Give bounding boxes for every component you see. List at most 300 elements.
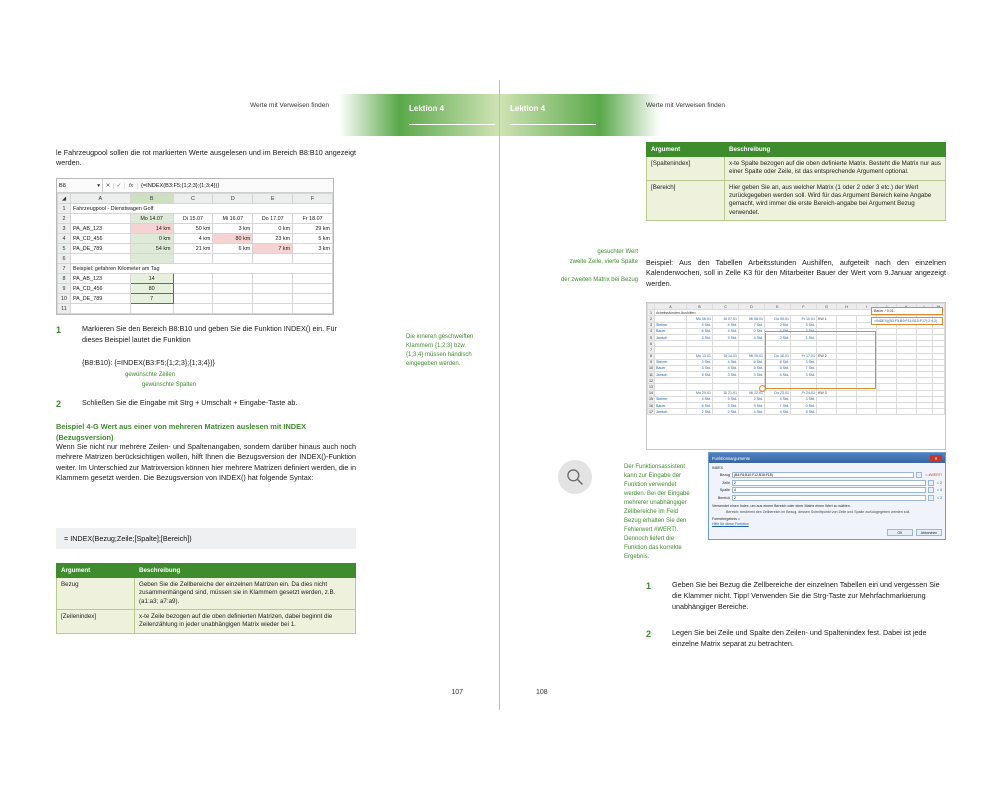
table-row xyxy=(58,234,333,244)
cell[interactable]: Di 21.01 xyxy=(713,390,739,396)
cell[interactable]: 4 Std. xyxy=(713,322,739,328)
cell[interactable] xyxy=(933,409,945,415)
cell[interactable]: 0 km xyxy=(130,234,173,244)
cell[interactable]: Fr 17.01 xyxy=(791,353,817,359)
range-picker-icon[interactable] xyxy=(928,480,934,486)
cell[interactable]: 23 km xyxy=(253,234,293,244)
left-step-1-formula: {B8:B10}: {=INDEX(B3:F5;{1;2;3};{1;3;4})} xyxy=(82,358,215,367)
cell[interactable]: 80 xyxy=(130,284,173,294)
cell[interactable]: 5 Std. xyxy=(687,372,713,378)
cell[interactable]: 4 Std. xyxy=(713,328,739,334)
cell[interactable] xyxy=(130,304,173,314)
table-row xyxy=(57,578,356,610)
cell[interactable]: 4 Std. xyxy=(765,409,791,415)
cell[interactable]: Jansch xyxy=(655,409,687,415)
cell[interactable] xyxy=(897,409,917,415)
cell[interactable]: 5 Std. xyxy=(791,409,817,415)
field-result: = 4 xyxy=(936,488,942,492)
field-result: = 2 xyxy=(936,480,942,485)
cell[interactable] xyxy=(173,284,213,294)
argument-table-left xyxy=(56,563,356,634)
syntax-box: = INDEX(Bezug;Zeile;[Spalte];[Bereich]) xyxy=(56,528,356,549)
cell[interactable] xyxy=(213,284,253,294)
cell[interactable]: 21 km xyxy=(173,244,213,254)
cell[interactable]: 50 km xyxy=(173,224,213,234)
example-body: Wenn Sie nicht nur mehrere Zeilen- und Spaltenangaben, sondern darüber hinaus auch noch mehrere Matrizen berücksichtigen wollen, hilft Ihnen die Bezugsversion der INDEX()-Funktion weiter. Im Unterschied zur Matrixversion können hier mehrere Matrizen definiert werden, die in Klammern gesetzt werden. Die Bezugsversion von INDEX() hat folgende Syntax: xyxy=(56,442,357,483)
cell[interactable]: PA_AB_123 xyxy=(70,274,130,284)
col-header-f[interactable]: F xyxy=(791,304,817,310)
row-header[interactable]: 15 xyxy=(649,397,653,402)
row-header[interactable]: 5 xyxy=(58,244,71,254)
cell[interactable]: 9 Std. xyxy=(739,403,765,409)
page-right xyxy=(500,80,980,710)
cell[interactable] xyxy=(917,409,933,415)
cell[interactable]: 80 km xyxy=(213,234,253,244)
argument-name: [Zeilenindex] xyxy=(57,610,135,634)
excel-grid xyxy=(57,193,333,314)
row-header[interactable]: 11 xyxy=(58,304,71,314)
table-row xyxy=(648,409,945,415)
margin-note-3: der zweiten Matrix bei Bezug xyxy=(560,277,638,283)
row-header[interactable]: 9 xyxy=(648,359,655,365)
row-header[interactable]: 8 xyxy=(648,353,655,359)
annotation-marker xyxy=(759,385,766,392)
margin-note-left: Die inneren geschweiften Klammern {1;2;3} bzw. {1;3;4} müssen händisch eingegeben werden. xyxy=(406,334,474,367)
dialog-field-bereich xyxy=(712,495,942,501)
dialog-description: Verwendet einen Index, um aus einem Bereich oder einer Matrix einen Wert zu wählen. xyxy=(712,503,851,508)
cell[interactable]: Mo 20.01 xyxy=(687,390,713,396)
table-row xyxy=(57,610,356,634)
row-header[interactable]: 13 xyxy=(649,385,653,390)
cell[interactable]: 2 Std. xyxy=(765,322,791,328)
row-header[interactable]: 4 xyxy=(648,328,655,334)
cell[interactable] xyxy=(213,254,253,264)
cell[interactable]: Jansch xyxy=(655,372,687,378)
step-text: Schließen Sie die Eingabe mit Strg + Umschalt + Eingabe-Taste ab. xyxy=(82,398,298,407)
cell[interactable]: 3 Std. xyxy=(739,372,765,378)
col-description: Beschreibung xyxy=(725,143,946,157)
cell[interactable]: 0 km xyxy=(253,224,293,234)
page-number-right: 108 xyxy=(536,689,548,696)
row-header[interactable]: 3 xyxy=(58,224,71,234)
cell[interactable]: Mo 13.01 xyxy=(687,353,713,359)
cell[interactable]: Do 17.07 xyxy=(253,214,293,224)
cell[interactable]: 0 Std. xyxy=(791,403,817,409)
cell[interactable]: 1 Std. xyxy=(791,334,817,340)
cell[interactable]: Fahrzeugpool - Dienstwagen Golf xyxy=(70,204,332,214)
header-gradient-left xyxy=(339,94,399,136)
cell[interactable]: 7 xyxy=(130,294,173,304)
example-heading: Beispiel 4-G Wert aus einer von mehreren Matrizen auslesen mit INDEX (Bezugsversion) xyxy=(56,422,306,442)
cell[interactable]: 3 Std. xyxy=(713,334,739,340)
table-row xyxy=(58,304,333,314)
col-header-c[interactable]: C xyxy=(173,194,213,204)
cell[interactable]: 2 Std. xyxy=(765,334,791,340)
cell[interactable]: PA_CD_456 xyxy=(70,284,130,294)
row-header[interactable]: 5 xyxy=(648,334,655,340)
row-header[interactable]: 16 xyxy=(649,403,653,408)
sheet-title-cell[interactable]: Arbeitsstunden Aushilfen xyxy=(655,310,945,316)
step-text: Legen Sie bei Zeile und Spalte den Zeilen- und Spaltenindex fest. Dabei ist jede einzelne Matrix separat zu betrachten. xyxy=(672,628,927,648)
table-row xyxy=(647,180,946,220)
col-header-h[interactable]: H xyxy=(837,304,857,310)
page-left xyxy=(20,80,500,710)
cell[interactable]: 5 Std. xyxy=(765,365,791,371)
zeile-input[interactable] xyxy=(732,480,926,486)
cell[interactable]: 4 Std. xyxy=(739,409,765,415)
close-icon[interactable]: ✕ xyxy=(930,455,942,462)
cell[interactable] xyxy=(293,274,333,284)
right-step-1 xyxy=(646,580,946,612)
book-spread xyxy=(20,80,980,710)
table-row xyxy=(58,274,333,284)
cell[interactable] xyxy=(173,254,213,264)
cell[interactable]: 6 km xyxy=(213,244,253,254)
col-header-c[interactable]: C xyxy=(713,304,739,310)
cell[interactable] xyxy=(293,294,333,304)
col-argument: Argument xyxy=(647,143,725,157)
table-header-row xyxy=(647,143,946,157)
cell[interactable]: 4 Std. xyxy=(687,322,713,328)
row-header[interactable]: 10 xyxy=(58,294,71,304)
cell[interactable]: Mi 22.01 xyxy=(739,390,765,396)
cell[interactable]: 7 Std. xyxy=(765,403,791,409)
cell[interactable]: Mo 06.01 xyxy=(687,316,713,322)
row-header[interactable]: 2 xyxy=(58,214,71,224)
cell[interactable] xyxy=(173,294,213,304)
cell[interactable]: 4 Std. xyxy=(687,396,713,402)
step-number: 2 xyxy=(646,629,652,639)
step-number: 1 xyxy=(56,325,62,335)
table-row xyxy=(58,244,333,254)
annotation-line-h xyxy=(765,388,875,389)
col-description: Beschreibung xyxy=(135,564,356,578)
cell[interactable]: Jansch xyxy=(655,334,687,340)
cell[interactable] xyxy=(213,304,253,314)
cell[interactable]: 29 km xyxy=(293,224,333,234)
table-row xyxy=(58,284,333,294)
cell[interactable]: KW 3 xyxy=(817,390,837,396)
margin-note-1: gesuchter Wert xyxy=(597,249,638,255)
field-label: Bezug xyxy=(719,473,730,477)
cell[interactable]: 3 Std. xyxy=(713,403,739,409)
page-number-left: 107 xyxy=(451,689,463,696)
row-header[interactable]: 6 xyxy=(648,341,655,347)
dialog-result-label: Formelergebnis = xyxy=(712,516,741,521)
cell[interactable]: 4 km xyxy=(173,234,213,244)
cell[interactable]: 5 km xyxy=(293,234,333,244)
excel-formula-text: {=INDEX(B3:F5;{1;2;3};{1;3;4})} xyxy=(141,182,220,189)
col-header-a[interactable]: A xyxy=(655,304,687,310)
col-header-i[interactable]: I xyxy=(857,304,877,310)
callout-label: Bauer / 9.01. xyxy=(871,307,943,315)
table-row xyxy=(58,264,333,274)
row-header[interactable]: 3 xyxy=(648,322,655,328)
row-header[interactable]: 9 xyxy=(58,284,71,294)
argument-name: [Bereich] xyxy=(647,180,725,220)
cell[interactable] xyxy=(70,254,130,264)
row-header[interactable]: 12 xyxy=(649,378,653,383)
excel-name-box-value: B8 xyxy=(59,182,66,189)
field-label: Spalte xyxy=(719,488,730,492)
cell[interactable]: Bauer xyxy=(655,328,687,334)
cancel-icon[interactable]: ✕ xyxy=(103,183,114,189)
dialog-title-bar xyxy=(709,453,945,463)
cell[interactable]: Mi 08.01 xyxy=(739,316,765,322)
cell[interactable] xyxy=(253,254,293,264)
cell[interactable]: Di 07.01 xyxy=(713,316,739,322)
cell[interactable] xyxy=(817,409,837,415)
excel-column-headers xyxy=(58,194,333,204)
lesson-band-left xyxy=(399,94,499,136)
cell[interactable]: Fr 10.01 xyxy=(791,316,817,322)
cell[interactable] xyxy=(173,304,213,314)
cell[interactable]: Steiner xyxy=(655,359,687,365)
right-example-text: Beispiel: Aus den Tabellen Arbeitsstunden Aushilfen, aufgeteilt nach den einzelnen Kalenderwochen, soll in Zelle K3 für den Mitarbeiter Bauer der Wert vom 9.Januar angezeigt werden. xyxy=(646,258,946,288)
cell[interactable]: 5 Std. xyxy=(713,396,739,402)
cell[interactable] xyxy=(213,294,253,304)
cell[interactable] xyxy=(173,274,213,284)
cell[interactable]: 6 Std. xyxy=(687,328,713,334)
corner-cell[interactable]: ◢ xyxy=(58,194,71,204)
cell[interactable]: Steiner xyxy=(655,322,687,328)
argument-description: Hier geben Sie an, aus welcher Matrix (1 oder 2 oder 3 etc.) der Wert zurückgegeben werden soll. Wird für das Argument Bereich keine Angabe gemacht, wird immer die erste Bereich-angabe bei Argument Bezug verwendet. xyxy=(725,180,946,220)
cell[interactable]: Bauer xyxy=(655,403,687,409)
cell[interactable]: 2 Std. xyxy=(713,409,739,415)
cell[interactable]: Di 15.07 xyxy=(173,214,213,224)
running-head-left: Werte mit Verweisen finden xyxy=(250,102,329,109)
cell[interactable]: PA_CD_456 xyxy=(70,234,130,244)
field-result: = #WERT! xyxy=(925,473,942,477)
annotation-line-v2 xyxy=(875,331,876,389)
row-header[interactable]: 2 xyxy=(648,316,655,322)
field-label: Bereich xyxy=(717,495,730,500)
dialog-argument-hint: Bereich: bestimmt den Zellbereich im Bezug, dessen Schnittpunkt von Zeile und Spalte zurückgegeben werden soll. xyxy=(726,509,911,514)
confirm-icon[interactable]: ✓ xyxy=(114,183,125,189)
table-row xyxy=(58,214,333,224)
row-header[interactable]: 14 xyxy=(649,391,653,396)
function-arguments-dialog xyxy=(708,452,946,540)
table-row xyxy=(58,254,333,264)
callout-formula: =INDEX((B3:F5;B9:F11;B15:F17);2;4;2) xyxy=(871,317,943,325)
annotation-line-h2 xyxy=(765,331,875,332)
cell[interactable]: 14 xyxy=(130,274,173,284)
cell[interactable] xyxy=(253,304,293,314)
bereich-input[interactable] xyxy=(732,495,926,501)
cell[interactable]: PA_DE_789 xyxy=(70,244,130,254)
col-header-b[interactable]: B xyxy=(130,194,173,204)
lesson-band-right xyxy=(500,94,600,136)
table-row xyxy=(58,204,333,214)
range-picker-icon[interactable] xyxy=(928,495,934,501)
cell[interactable]: KW 1 xyxy=(817,316,837,322)
margin-note-2: zweite Zeile, vierte Spalte xyxy=(569,259,638,265)
lesson-rule-right xyxy=(510,124,596,125)
cell[interactable] xyxy=(70,304,130,314)
row-header[interactable]: 11 xyxy=(649,372,653,377)
argument-description: Geben Sie die Zellbereiche der einzelnen Matrizen ein. Da dies nicht zusammenhängend sind, müssen sie in Klammern gesetzt werden, z.B. (a1:a3; a7:a9). xyxy=(135,578,356,610)
dialog-field-zeile xyxy=(712,480,942,486)
dialog-buttons xyxy=(712,529,942,536)
excel-screenshot xyxy=(56,178,334,315)
cell[interactable]: 4 Std. xyxy=(739,334,765,340)
cell[interactable]: Mo 14.07 xyxy=(130,214,173,224)
cell[interactable]: 3 Std. xyxy=(791,372,817,378)
cell[interactable]: Bauer xyxy=(655,365,687,371)
col-argument: Argument xyxy=(57,564,135,578)
field-result: = 2 xyxy=(936,495,942,500)
cell[interactable]: Steiner xyxy=(655,396,687,402)
cell[interactable]: 6 Std. xyxy=(687,403,713,409)
argument-description: x-te Spalte bezogen auf die oben definierte Matrix. Besteht die Matrix nur aus einer Spalte oder Zeile, ist das entsprechende Argument optional. xyxy=(725,157,946,181)
cell[interactable]: 7 km xyxy=(253,244,293,254)
cell[interactable]: Di 14.01 xyxy=(713,353,739,359)
excel-name-box[interactable] xyxy=(57,179,103,192)
row-header[interactable]: 8 xyxy=(58,274,71,284)
step-text: Markieren Sie den Bereich B8:B10 und geben Sie die Funktion INDEX() ein. Für dieses Beispiel lautet die Funktion xyxy=(82,324,337,344)
cell[interactable]: Do 23.01 xyxy=(765,390,791,396)
lesson-label-right: Lektion 4 xyxy=(510,104,546,113)
col-header-b[interactable]: B xyxy=(687,304,713,310)
cell[interactable]: 3 Std. xyxy=(713,372,739,378)
cell[interactable]: Mi 16.07 xyxy=(213,214,253,224)
row-header[interactable]: 7 xyxy=(648,347,655,353)
cell[interactable]: 0 Std. xyxy=(739,328,765,334)
spalte-input[interactable] xyxy=(732,487,926,493)
row-header[interactable]: 17 xyxy=(649,409,653,414)
range-picker-icon[interactable] xyxy=(916,472,922,478)
row-header[interactable]: 10 xyxy=(649,366,653,371)
running-head-right: Werte mit Verweisen finden xyxy=(646,102,725,109)
argument-name: [Spaltenindex] xyxy=(647,157,725,181)
row-header[interactable]: 1 xyxy=(58,204,71,214)
cancel-button[interactable]: Abbrechen xyxy=(916,529,942,536)
table-row xyxy=(58,294,333,304)
magnifier-icon xyxy=(565,467,585,487)
tip-text: Der Funktionsassistent kann zur Eingabe der Funktion verwendet werden. Bei der Eingabe mehrerer unabhängiger Zellbereiche im Feld Bezug erhalten Sie den Fehlerwert #WERT!. Dennoch liefert die Funktion das korrekte Ergebnis. xyxy=(624,464,690,560)
cell[interactable]: 54 km xyxy=(130,244,173,254)
row-header[interactable]: 1 xyxy=(648,310,655,316)
cell[interactable]: PA_AB_123 xyxy=(70,224,130,234)
cell[interactable]: 3 km xyxy=(213,224,253,234)
cell[interactable]: PA_DE_789 xyxy=(70,294,130,304)
left-step-2 xyxy=(56,398,356,409)
cell[interactable] xyxy=(70,214,130,224)
cell[interactable] xyxy=(253,284,293,294)
cell[interactable]: Fr 18.07 xyxy=(293,214,333,224)
table-row xyxy=(647,157,946,181)
left-step-1 xyxy=(56,324,356,346)
ok-button[interactable]: OK xyxy=(887,529,913,536)
help-link[interactable]: Hilfe für diese Funktion xyxy=(712,521,749,526)
cell[interactable]: 7 Std. xyxy=(739,322,765,328)
cell[interactable] xyxy=(253,274,293,284)
cell[interactable]: 3 Std. xyxy=(791,359,817,365)
mini-worksheet xyxy=(646,302,946,450)
cell[interactable]: 3 Std. xyxy=(791,322,817,328)
dialog-field-bezug xyxy=(712,472,942,478)
cell[interactable] xyxy=(213,274,253,284)
step-number: 2 xyxy=(56,399,62,409)
field-label: Zeile xyxy=(722,480,730,485)
col-header-e[interactable]: E xyxy=(253,194,293,204)
table-header-row xyxy=(57,564,356,578)
cell[interactable]: 4 Std. xyxy=(713,359,739,365)
range-picker-icon[interactable] xyxy=(928,487,934,493)
cell[interactable] xyxy=(877,409,897,415)
col-header-g[interactable]: G xyxy=(817,304,837,310)
cell[interactable] xyxy=(857,409,877,415)
cell[interactable]: 3 km xyxy=(293,244,333,254)
row-header[interactable]: 4 xyxy=(58,234,71,244)
row-header[interactable]: 6 xyxy=(58,254,71,264)
tip-icon-circle xyxy=(558,460,592,494)
annotation-rows: gewünschte Zeilen xyxy=(125,372,176,378)
cell[interactable]: KW 2 xyxy=(817,353,837,359)
col-header-f[interactable]: F xyxy=(293,194,333,204)
cell[interactable] xyxy=(293,304,333,314)
argument-name: Bezug xyxy=(57,578,135,610)
step-text: Geben Sie bei Bezug die Zellbereiche der einzelnen Tabellen ein und vergessen Sie die Klammer nicht. Tipp! Verwenden Sie die Strg-Taste zur Mehrfachmarkierung unabhängiger Bereiche. xyxy=(672,580,940,611)
cell[interactable]: Fr 24.01 xyxy=(791,390,817,396)
cell[interactable] xyxy=(293,284,333,294)
cell[interactable]: 4 Std. xyxy=(765,372,791,378)
cell[interactable]: 5 Std. xyxy=(739,365,765,371)
right-step-2 xyxy=(646,628,946,650)
cell[interactable] xyxy=(837,409,857,415)
row-header[interactable]: 7 xyxy=(58,264,71,274)
cell[interactable]: Beispiel: gefahren Kilometer am Tag xyxy=(70,264,332,274)
annotation-cols: gewünschte Spalten xyxy=(142,382,197,388)
cell[interactable]: 2 Std. xyxy=(687,409,713,415)
table-row xyxy=(58,224,333,234)
col-header-d[interactable]: D xyxy=(739,304,765,310)
col-header-e[interactable]: E xyxy=(765,304,791,310)
cell[interactable]: 2 Std. xyxy=(739,396,765,402)
lesson-label-left: Lektion 4 xyxy=(409,104,445,113)
argument-description: x-te Zeile bezogen auf die oben definierten Matrizen, dabei beginnt die Zeilenzählung in jeder unabhängigen Matrix wieder bei 1. xyxy=(135,610,356,634)
bezug-input[interactable] xyxy=(732,472,914,478)
cell[interactable]: 3 Std. xyxy=(687,365,713,371)
cell[interactable]: 7 Std. xyxy=(791,365,817,371)
left-intro-paragraph: le Fahrzeugpool sollen die rot markierten Werte ausgelesen und im Bereich B8:B10 angezeigt werden. xyxy=(56,148,356,168)
step-number: 1 xyxy=(646,581,652,591)
dialog-title: Funktionsargumente xyxy=(712,455,751,461)
cell[interactable] xyxy=(293,254,333,264)
cell[interactable]: 4 Std. xyxy=(765,396,791,402)
cell[interactable] xyxy=(130,254,173,264)
cell[interactable]: 3 Std. xyxy=(687,334,713,340)
col-header-a[interactable]: A xyxy=(70,194,130,204)
header-gradient-right xyxy=(600,94,660,136)
cell[interactable]: 3 Std. xyxy=(791,396,817,402)
cell[interactable]: 8 Std. xyxy=(765,359,791,365)
chevron-down-icon[interactable]: ▾ xyxy=(97,182,100,189)
argument-table-right xyxy=(646,142,946,221)
cell[interactable]: Do 09.01 xyxy=(765,316,791,322)
dialog-body xyxy=(709,463,945,539)
cell[interactable]: 6 Std. xyxy=(739,359,765,365)
cell[interactable] xyxy=(253,294,293,304)
cell[interactable]: 4 Std. xyxy=(713,365,739,371)
cell[interactable]: 2 Std. xyxy=(687,359,713,365)
cell[interactable]: 14 km xyxy=(130,224,173,234)
cell[interactable]: Do 16.01 xyxy=(765,353,791,359)
insert-function-icon[interactable]: fx xyxy=(125,183,138,189)
col-header-d[interactable]: D xyxy=(213,194,253,204)
cell[interactable]: Mi 15.01 xyxy=(739,353,765,359)
lesson-rule-left xyxy=(409,124,495,125)
